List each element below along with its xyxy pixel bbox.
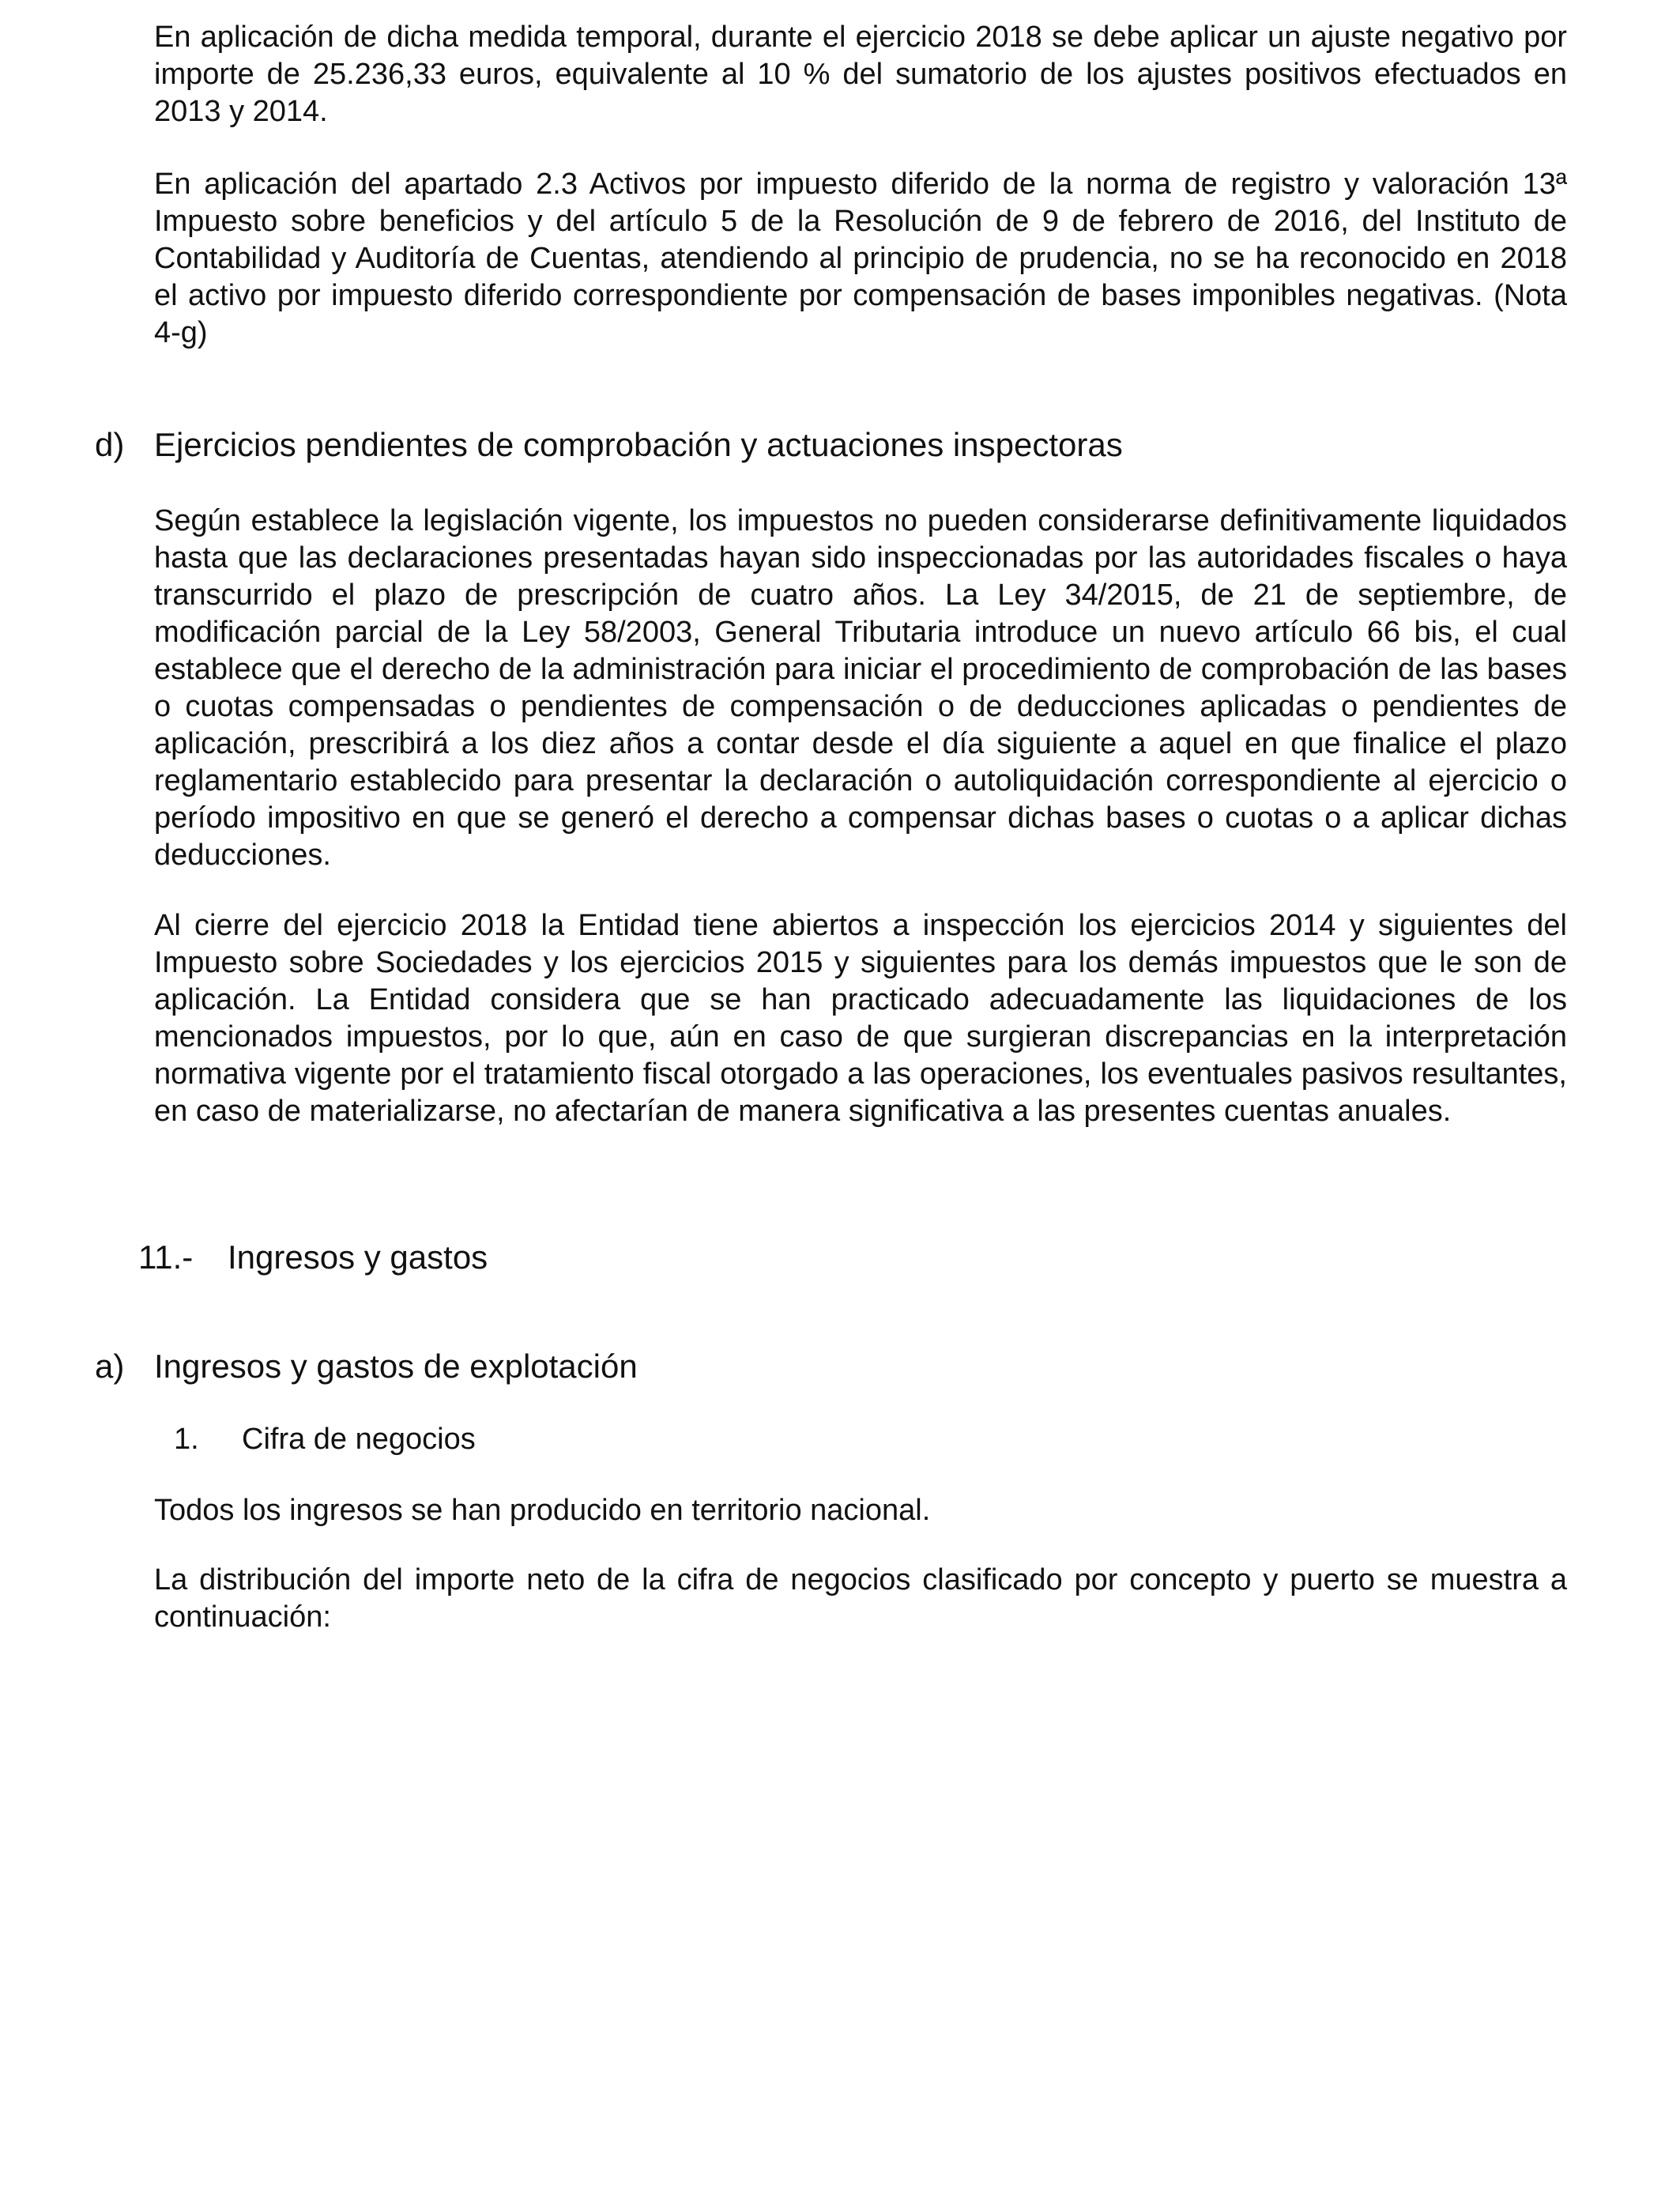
heading-marker: d): [95, 426, 125, 463]
heading-title: Ejercicios pendientes de comprobación y actuaciones inspectoras: [154, 426, 1123, 463]
subheading-title: Cifra de negocios: [242, 1423, 476, 1456]
subheading-cifra-negocios: [174, 1421, 476, 1458]
paragraph-legislacion-vigente: Según establece la legislación vigente, los impuestos no pueden considerarse definitivamente liquidados hasta que las declaraciones presentadas hayan sido inspeccionadas por las autoridades fiscales o haya transcurrido el plazo de prescripción de cuatro años. La Ley 34/2015, de 21 de septiembre, de modificación parcial de la Ley 58/2003, General Tributaria introduce un nuevo artículo 66 bis, el cual establece que el derecho de la administración para iniciar el procedimiento de comprobación de las bases o cuotas compensadas o pendientes de compensación o de deducciones aplicadas o pendientes de aplicación, prescribirá a los diez años a contar desde el día siguiente a aquel en que finalice el plazo reglamentario establecido para presentar la declaración o autoliquidación correspondiente al ejercicio o período impositivo en que se generó el derecho a compensar dichas bases o cuotas o a aplicar dichas deducciones.: [154, 504, 1567, 872]
heading-marker: a): [95, 1348, 125, 1385]
list-number: 1.: [174, 1423, 199, 1456]
heading-section-11: [138, 1238, 488, 1277]
paragraph-cierre-ejercicio: Al cierre del ejercicio 2018 la Entidad tiene abiertos a inspección los ejercicios 2014 y siguientes del Impuesto sobre Sociedades y los ejercicios 2015 y siguientes para los demás impuestos que le son de aplicación. La Entidad considera que se han practicado adecuadamente las liquidaciones de los mencionados impuestos, por lo que, aún en caso de que surgieran discrepancias en la interpretación normativa vigente por el tratamiento fiscal otorgado a las operaciones, los eventuales pasivos resultantes, en caso de materializarse, no afectarían de manera significativa a las presentes cuentas anuales.: [154, 909, 1567, 1128]
heading-ingresos-gastos-explotacion: [95, 1347, 638, 1386]
paragraph-ingresos-territorio: Todos los ingresos se han producido en territorio nacional.: [154, 1494, 931, 1527]
heading-title: Ingresos y gastos de explotación: [154, 1348, 638, 1385]
paragraph-ajuste-negativo: En aplicación de dicha medida temporal, durante el ejercicio 2018 se debe aplicar un ajuste negativo por importe de 25.236,33 euros, equivalente al 10 % del sumatorio de los ajustes positivos efectuados en 2013 y 2014.: [154, 21, 1567, 128]
heading-ejercicios-pendientes: [95, 425, 1123, 465]
paragraph-activos-impuesto-diferido: En aplicación del apartado 2.3 Activos por impuesto diferido de la norma de registro y valoración 13ª Impuesto sobre beneficios y del artículo 5 de la Resolución de 9 de febrero de 2016, del Instituto de Contabilidad y Auditoría de Cuentas, atendiendo al principio de prudencia, no se ha reconocido en 2018 el activo por impuesto diferido correspondiente por compensación de bases imponibles negativas. (Nota 4-g): [154, 168, 1567, 349]
section-title: Ingresos y gastos: [228, 1238, 488, 1276]
section-number: 11.-: [138, 1238, 194, 1276]
paragraph-distribucion-importe: La distribución del importe neto de la cifra de negocios clasificado por concepto y puerto se muestra a continuación:: [154, 1563, 1567, 1634]
